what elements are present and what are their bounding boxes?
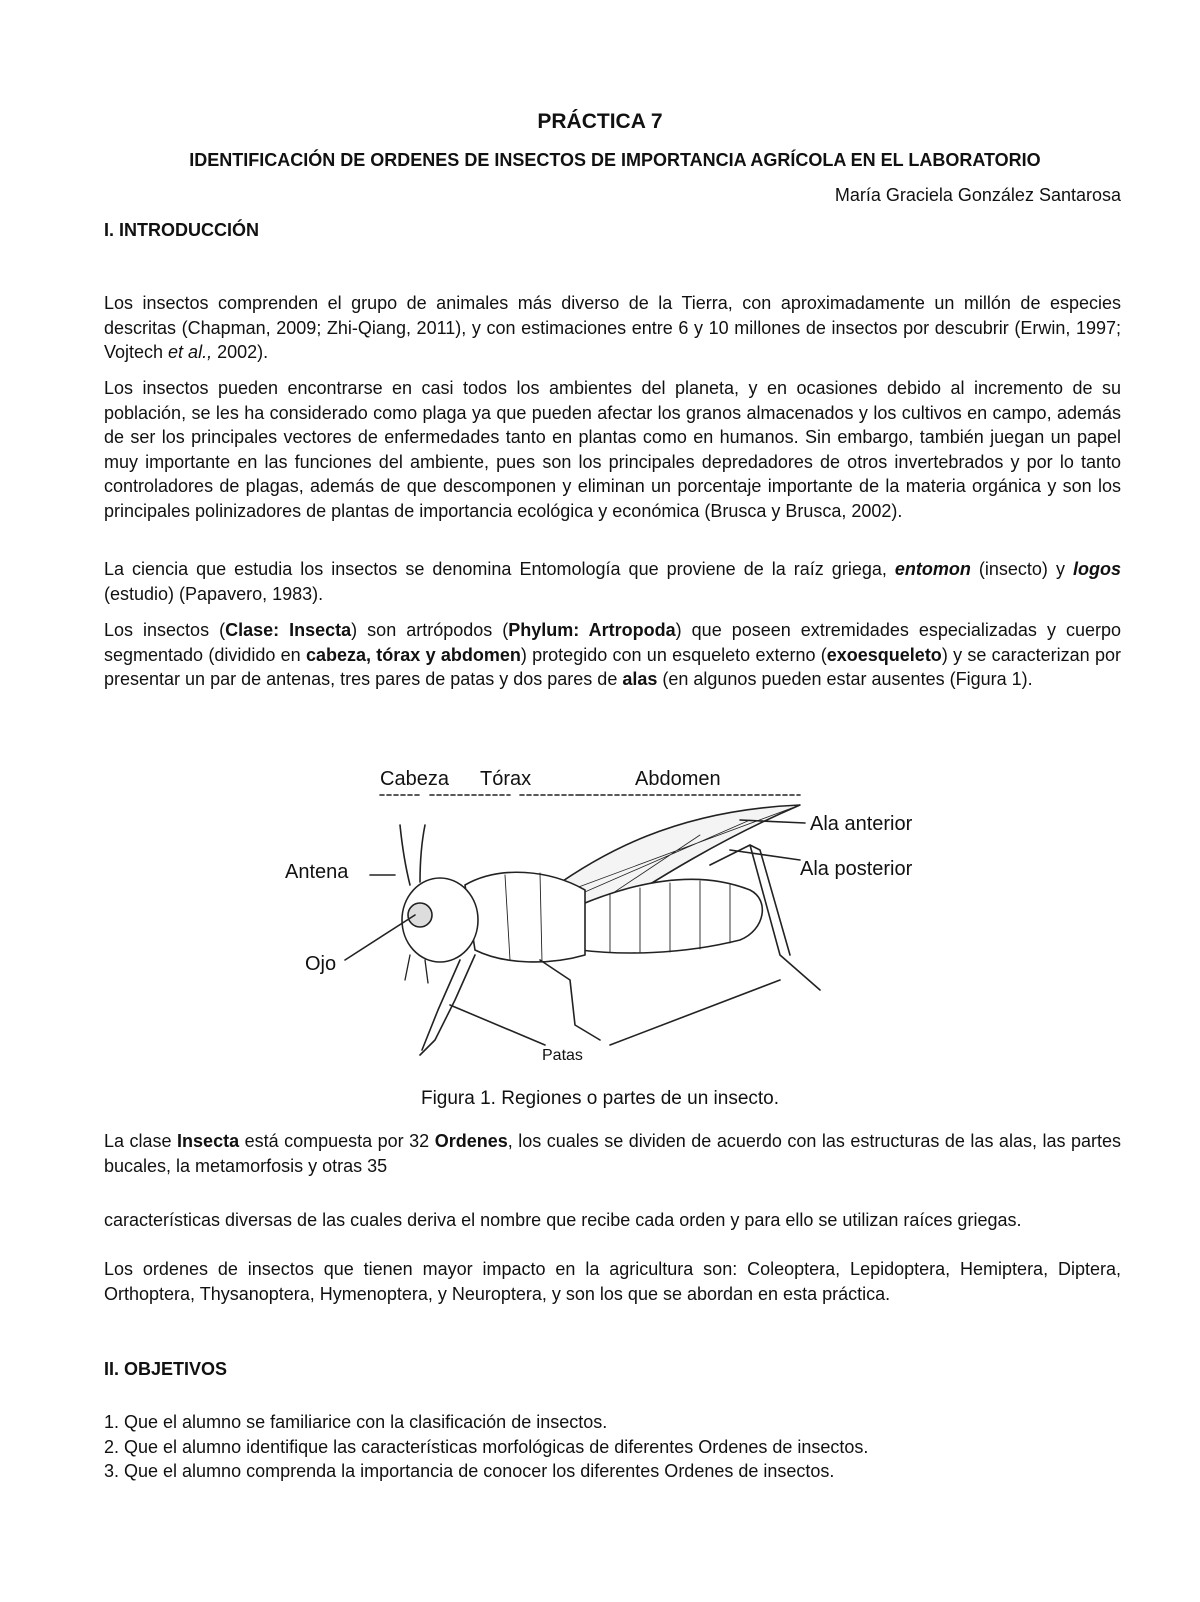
label-antena: Antena (285, 861, 349, 883)
paragraph-4: Los insectos (Clase: Insecta) son artrópodos (Phylum: Artropoda) que poseen extremidades especializadas y cuerpo segmentado (dividido en cabeza, tórax y abdomen) protegido con un esqueleto externo (exoesqueleto) y se caracterizan por presentar un par de antenas, tres pares de patas y dos pares de alas (en algunos pueden estar ausentes (Figura 1). (104, 620, 1121, 689)
paragraph-3: La ciencia que estudia los insectos se denomina Entomología que proviene de la raíz griega, entomon (insecto) y logos (estudio) (Papavero, 1983). (104, 559, 1121, 604)
paragraph-2: Los insectos pueden encontrarse en casi todos los ambientes del planeta, y en ocasiones debido al incremento de su población, se les ha considerado como plaga ya que pueden afectar los granos almacenados y los cultivos en campo, además de ser los principales vectores de enfermedades tanto en plantas como en humanos. Sin embargo, también juegan un papel muy importante en las funciones del ambiente, pues son los principales depredadores de otros invertebrados y por lo tanto controladores de plagas, además de que descomponen y eliminan un porcentaje importante de la materia orgánica y son los principales polinizadores de plantas de importancia ecológica y económica (Brusca y Brusca, 2002). (104, 378, 1121, 521)
front-leg (420, 955, 475, 1055)
figure-caption: Figura 1. Regiones o partes de un insecto. (420, 1088, 780, 1109)
label-patas: Patas (542, 1047, 583, 1064)
objective-item: 2. Que el alumno identifique las características morfológicas de diferentes Ordenes de insectos. (104, 1436, 869, 1457)
patas-pointer (450, 980, 780, 1045)
insect-diagram (280, 755, 960, 1085)
intro-heading: I. INTRODUCCIÓN (104, 220, 259, 240)
label-ala-posterior: Ala posterior (800, 858, 913, 880)
ala-posterior-pointer (730, 850, 800, 860)
author: María Graciela González Santarosa (834, 185, 1121, 205)
label-ala-anterior: Ala anterior (810, 813, 913, 835)
objectives-heading: II. OBJETIVOS (104, 1359, 228, 1379)
label-cabeza: Cabeza (380, 768, 449, 790)
thorax (465, 872, 585, 962)
objectives-list (104, 1410, 1121, 1484)
objective-item: 1. Que el alumno se familiarice con la clasificación de insectos. (104, 1412, 608, 1432)
page-subtitle: IDENTIFICACIÓN DE ORDENES DE INSECTOS DE IMPORTANCIA AGRÍCOLA EN EL LABORATORIO (189, 150, 1041, 170)
page-title: PRÁCTICA 7 (537, 110, 663, 133)
objective-item: 3. Que el alumno comprenda la importancia de conocer los diferentes Ordenes de insectos. (104, 1461, 835, 1481)
paragraph-6: características diversas de las cuales deriva el nombre que recibe cada orden y para ello se utilizan raíces griegas. (104, 1210, 1022, 1230)
label-torax: Tórax (480, 768, 532, 790)
paragraph-1: Los insectos comprenden el grupo de animales más diverso de la Tierra, con aproximadamente un millón de especies descritas (Chapman, 2009; Zhi-Qiang, 2011), y con estimaciones entre 6 y 10 millones de insectos por descubrir (Erwin, 1997; Vojtech et al., 2002). (104, 293, 1121, 362)
middle-leg (540, 960, 600, 1040)
label-ojo: Ojo (305, 953, 337, 975)
label-abdomen: Abdomen (635, 768, 721, 790)
paragraph-5: La clase Insecta está compuesta por 32 Ordenes, los cuales se dividen de acuerdo con las estructuras de las alas, las partes bucales, la metamorfosis y otras 35 (104, 1131, 1121, 1176)
antennae (400, 825, 425, 885)
paragraph-7: Los ordenes de insectos que tienen mayor impacto en la agricultura son: Coleoptera, Lepidoptera, Hemiptera, Diptera, Orthoptera, Thysanoptera, Hymenoptera, y Neuroptera, y son los que se abordan en esta práctica. (104, 1259, 1121, 1304)
eye (408, 903, 432, 927)
